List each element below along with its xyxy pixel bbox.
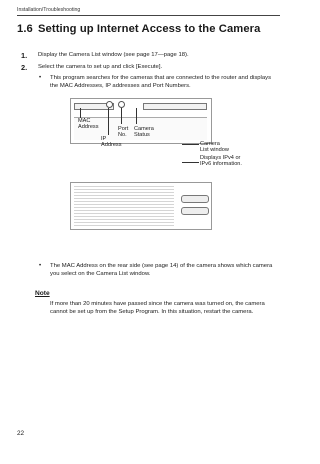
camera-status-field (143, 103, 207, 110)
page-number: 22 (17, 430, 25, 437)
panel-button (181, 207, 209, 215)
list-leader-line (182, 144, 199, 145)
port-leader-line (121, 108, 122, 124)
camera-info-panel (70, 182, 212, 230)
callout-ip-address: IP Address (101, 136, 122, 149)
mac-leader-line (80, 108, 81, 118)
callout-port-no: Port No. (118, 126, 129, 139)
step-number: 1. (21, 51, 28, 60)
note-body: If more than 20 minutes have passed since the camera was turned on, the camera cannot be set up from the Setup Program. In this situation, restart the camera. (50, 301, 265, 315)
ip-marker-icon (106, 101, 113, 108)
info-text-block (74, 186, 174, 226)
step-text: Select the camera to set up and click [Execute]. (38, 64, 163, 70)
bullet-mac-address-note: • The MAC Address on the rear side (see page 14) of the camera shows which camera you select on the Camera List window. (50, 263, 278, 278)
ip-leader-line (108, 108, 109, 135)
port-marker-icon (118, 101, 125, 108)
callout-mac-address: MAC Address (78, 118, 99, 131)
running-header: Installation/Troubleshooting (17, 7, 81, 13)
status-leader-line (136, 108, 137, 124)
note-heading: Note (35, 290, 50, 297)
callout-camera-list-window: Camera List window (200, 141, 229, 154)
step-text: Display the Camera List window (see page 17—page 18). (38, 52, 189, 58)
section-heading (17, 23, 260, 35)
step-number: 2. (21, 63, 28, 72)
section-title: Setting up Internet Access to the Camera (38, 23, 261, 35)
section-number: 1.6 (17, 23, 33, 35)
bullet-search-description: • This program searches for the cameras that are connected to the router and displays the MAC Addresses, IP addresses and Port Numbers. (50, 75, 278, 90)
step-2 (21, 63, 163, 72)
header-divider (17, 15, 280, 16)
step-1 (21, 51, 189, 60)
callout-ipv-info: Displays IPv4 or IPv6 information. (200, 155, 242, 168)
ipv-leader-line (182, 162, 199, 163)
panel-button (181, 195, 209, 203)
callout-camera-status: Camera Status (134, 126, 154, 139)
